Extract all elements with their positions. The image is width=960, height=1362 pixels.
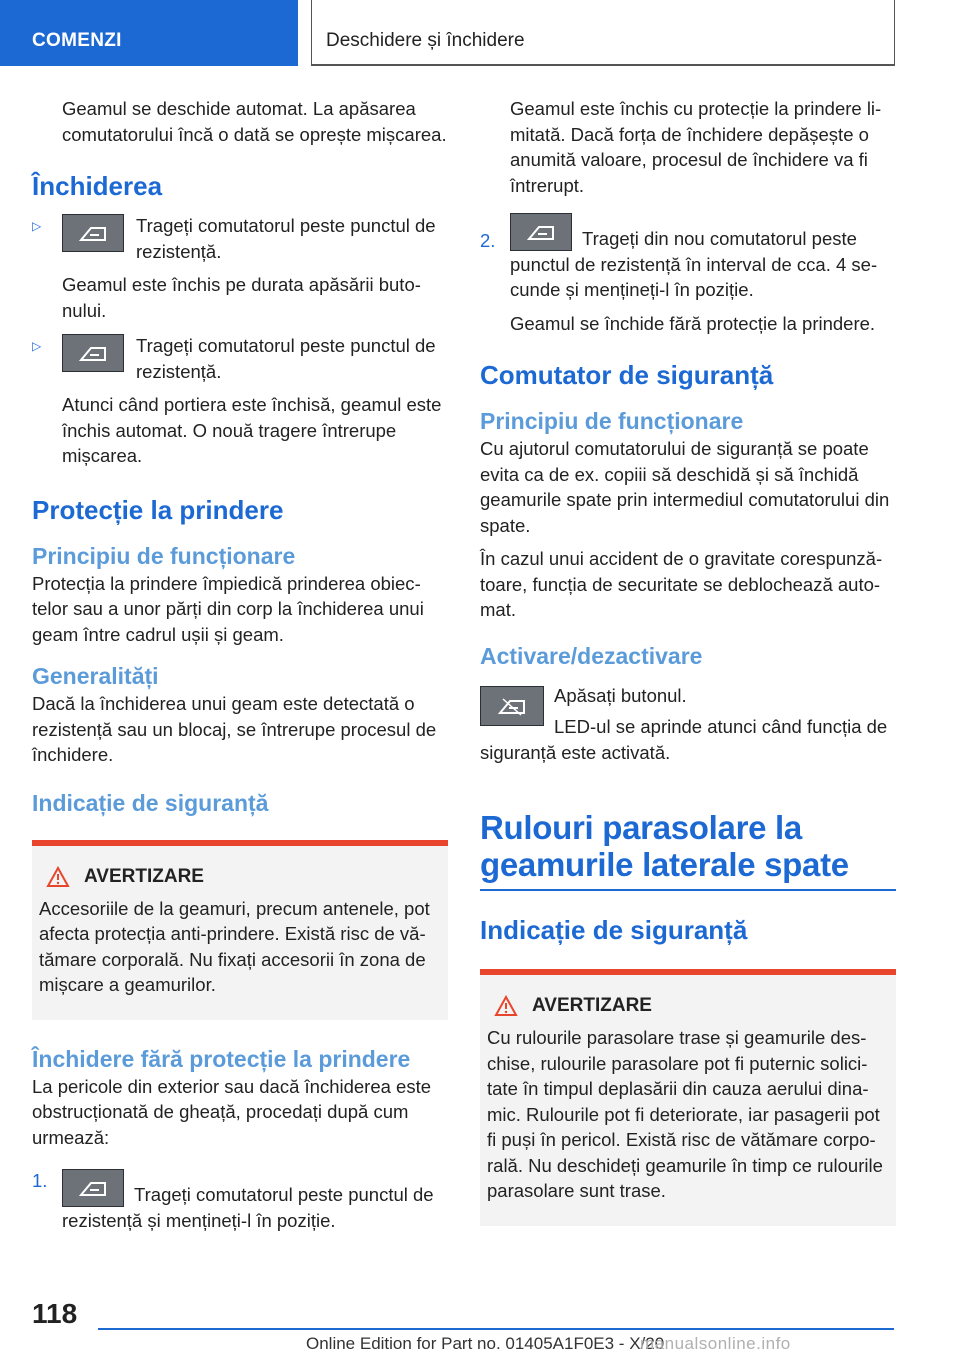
warning-text: Cu rulourile parasolare trase și geamurile deschise, rulourile parasolare pot fi puternic solicitate în timpul deplasării din cauza aerului dinamic. Rulourile pot fi deteriorate, iar pasagerii pot fi puși în pericol. Există risc de vătămare corporală. Nu deschideți geamurile în timp ce rulourile parasolare sunt trase. [487,1027,883,1201]
watermark: manualsonline.info [640,1334,791,1353]
activate-heading: Activare/dezactivare [480,642,703,669]
activate-result: LED-ul se aprinde atunci când funcția de siguranță este activată. [480,716,888,763]
triangle-right-icon: ▷ [32,219,42,233]
step-number: 1. [32,1170,48,1191]
left-column [32,96,448,1233]
warning-title-row [487,995,888,1017]
warning-triangle-icon [494,995,518,1017]
warning-title: AVERTIZARE [84,865,204,887]
window-switch-icon [510,213,572,251]
warning-title: AVERTIZARE [532,995,652,1016]
edition-text: Online Edition for Part no. 01405A1F0E3 - X/20 [306,1334,665,1353]
closing-step-2-text: Trageți comutatorul peste punctul de rezistență. [136,335,436,382]
principle-text-1: Cu ajutorul comutatorului de siguranță se poate evita ca de ex. copiii să deschidă și să închidă geamurile spate prin intermediul comutatorului din spate. [480,438,890,536]
warning-box [480,969,896,1226]
manual-step-2-text: Trageți din nou comutatorul peste punctul de rezistență în interval de cca. 4 secunde și mențineți-l în poziție. [510,228,878,300]
warning-triangle-icon [46,866,70,888]
closing-step-1 [32,213,448,323]
triangle-right-icon: ▷ [32,339,42,353]
principle-heading: Principiu de funcționare [32,542,296,569]
closing-step-1-result: Geamul este închis pe durata apăsării butonului. [62,274,421,321]
activate-block [480,683,896,766]
manual-step-2 [480,212,896,336]
footer-rule [98,1328,894,1330]
step-number: 2. [480,230,496,251]
warning-text: Accesoriile de la geamuri, precum antenele, pot afecta protecția anti-prindere. Există risc de vătămare corporală. Nu fixați accesorii în zona de mișcare a geamurilor. [39,897,430,995]
manual-step-1-text: Trageți comutatorul peste punctul de rezistență și mențineți-l în poziție. [62,1184,434,1231]
warning-title-row [39,866,440,888]
closing-step-2-result: Atunci când portiera este închisă, geamul este închis automat. O nouă tragere întrerupe mișcarea. [62,394,442,466]
window-switch-icon [62,214,124,252]
page-header [0,0,960,66]
activate-step: Apăsați butonul. [554,684,687,706]
page-number: 118 [32,1298,78,1329]
window-switch-icon [62,1169,124,1207]
closing-heading: Închiderea [32,171,163,201]
intro-paragraph: Geamul se deschide automat. La apăsarea comutatorului încă o dată se oprește mișcarea. [62,98,447,145]
warning-box [32,840,448,1020]
heading-rule [480,889,896,891]
right-column [480,96,896,1226]
general-heading: Generalități [32,663,159,689]
chapter-title: Deschidere și închidere [326,30,525,51]
general-text: Dacă la închiderea unui geam este detectată o rezistență sau un blocaj, se întrerupe procesul de închidere. [32,693,437,765]
protection-heading: Protecție la prindere [32,494,284,525]
manual-step-1 [32,1168,448,1233]
safety-heading: Indicație de siguranță [32,789,269,816]
manual-step-2-result: Geamul se închide fără protecție la prindere. [510,312,876,334]
chapter-title-box [311,0,895,66]
window-lock-icon [480,686,544,726]
safety-switch-heading: Comutator de siguranță [480,360,774,390]
blinds-heading: Rulouri parasolare la geamurile laterale spate [480,809,849,883]
principle-text-2: În cazul unui accident de o gravitate corespunzătoare, funcția de securitate se deblochează automat. [480,548,883,620]
section-tab [0,0,298,66]
safety-heading: Indicație de siguranță [480,915,748,945]
principle-heading: Principiu de funcționare [480,408,744,434]
window-switch-icon [62,334,124,372]
section-label: COMENZI [32,30,122,51]
closing-step-1-text: Trageți comutatorul peste punctul de rezistență. [136,215,436,262]
closing-step-2 [32,333,448,469]
no-protection-heading: Închidere fără protecție la prindere [32,1045,411,1072]
principle-text: Protecția la prindere împiedică prinderea obiectelor sau a unor părți din corp la închiderea unui geam între cadrul ușii și geam. [32,572,424,645]
no-protection-text: La pericole din exterior sau dacă închiderea este obstrucționată de gheață, procedați după cum urmează: [32,1075,432,1148]
manual-step-1-result: Geamul este închis cu protecție la prindere limitată. Dacă forța de închidere depășește o anumită valoare, procesul de închidere va fi întrerupt. [510,98,882,196]
